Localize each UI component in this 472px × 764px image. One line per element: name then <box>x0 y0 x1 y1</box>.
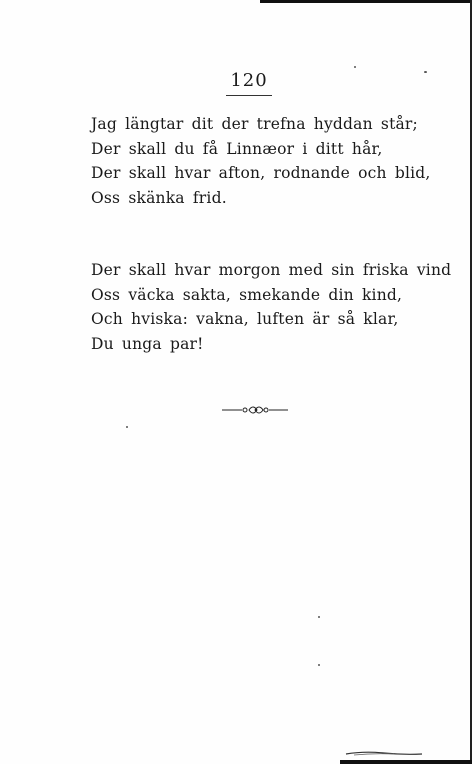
poem-line: Der skall du få Linnæor i ditt hår, <box>91 139 383 158</box>
stanza-2 <box>91 258 451 356</box>
paper-speck <box>424 71 427 73</box>
poem-line: Oss skänka frid. <box>91 188 227 207</box>
page-number-underline <box>226 95 272 96</box>
page-number: 120 <box>230 70 268 91</box>
poem-line: Du unga par! <box>91 334 204 353</box>
paper-speck <box>354 66 356 68</box>
paper-speck <box>318 616 320 618</box>
scan-edge-bottom <box>340 760 472 764</box>
fleuron-icon <box>220 402 290 418</box>
paper-speck <box>126 426 128 428</box>
poem-line: Oss väcka sakta, smekande din kind, <box>91 285 403 304</box>
poem-line: Der skall hvar morgon med sin friska vind <box>91 261 452 279</box>
poem-line: Jag längtar dit der trefna hyddan står; <box>91 115 418 133</box>
poem-line: Der skall hvar afton, rodnande och blid, <box>91 164 431 182</box>
scan-smudge <box>344 748 424 756</box>
stanza-1 <box>91 112 431 210</box>
paper-speck <box>318 664 320 666</box>
scan-edge-top <box>260 0 472 3</box>
poem-line: Och hviska: vakna, luften är så klar, <box>91 310 399 328</box>
